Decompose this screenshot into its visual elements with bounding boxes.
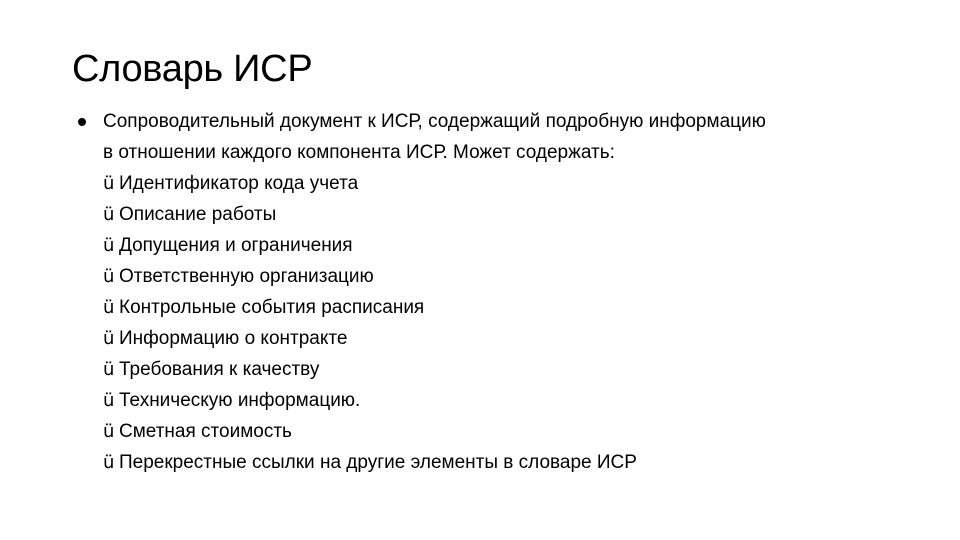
checklist-item-text: Допущения и ограничения: [119, 235, 353, 256]
checklist-item: [103, 416, 896, 447]
checklist-item-text: Перекрестные ссылки на другие элементы в словаре ИСР: [119, 452, 637, 473]
checkmark-icon: ü: [103, 235, 115, 256]
checkmark-icon: ü: [103, 359, 115, 380]
checklist-item-text: Техническую информацию.: [119, 390, 361, 411]
bullet-point: [76, 106, 896, 168]
checklist-item: [103, 323, 896, 354]
checklist-item-text: Требования к качеству: [119, 359, 320, 380]
checklist-item: [103, 292, 896, 323]
checklist: [76, 168, 896, 478]
bullet-dot-icon: [78, 118, 86, 126]
slide-title: Словарь ИСР: [72, 48, 313, 90]
checklist-item: [103, 168, 896, 199]
checkmark-icon: ü: [103, 452, 115, 473]
checklist-item: [103, 354, 896, 385]
checklist-item-text: Описание работы: [119, 204, 277, 225]
checklist-item-text: Ответственную организацию: [119, 266, 374, 287]
checklist-item: [103, 447, 896, 478]
checklist-item-text: Идентификатор кода учета: [119, 173, 359, 194]
checkmark-icon: ü: [103, 297, 115, 318]
intro-text-line-2: в отношении каждого компонента ИСР. Может содержать:: [103, 142, 615, 163]
checkmark-icon: ü: [103, 421, 115, 442]
checkmark-icon: ü: [103, 328, 115, 349]
checklist-item: [103, 230, 896, 261]
checklist-item-text: Информацию о контракте: [119, 328, 348, 349]
checklist-item-text: Контрольные события расписания: [119, 297, 425, 318]
slide-content: [76, 106, 896, 478]
checkmark-icon: ü: [103, 204, 115, 225]
checklist-item: [103, 261, 896, 292]
checkmark-icon: ü: [103, 390, 115, 411]
checklist-item: [103, 385, 896, 416]
checkmark-icon: ü: [103, 173, 115, 194]
checklist-item: [103, 199, 896, 230]
intro-text-line-1: Сопроводительный документ к ИСР, содержащий подробную информацию: [103, 111, 766, 132]
checklist-item-text: Сметная стоимость: [119, 421, 292, 442]
checkmark-icon: ü: [103, 266, 115, 287]
